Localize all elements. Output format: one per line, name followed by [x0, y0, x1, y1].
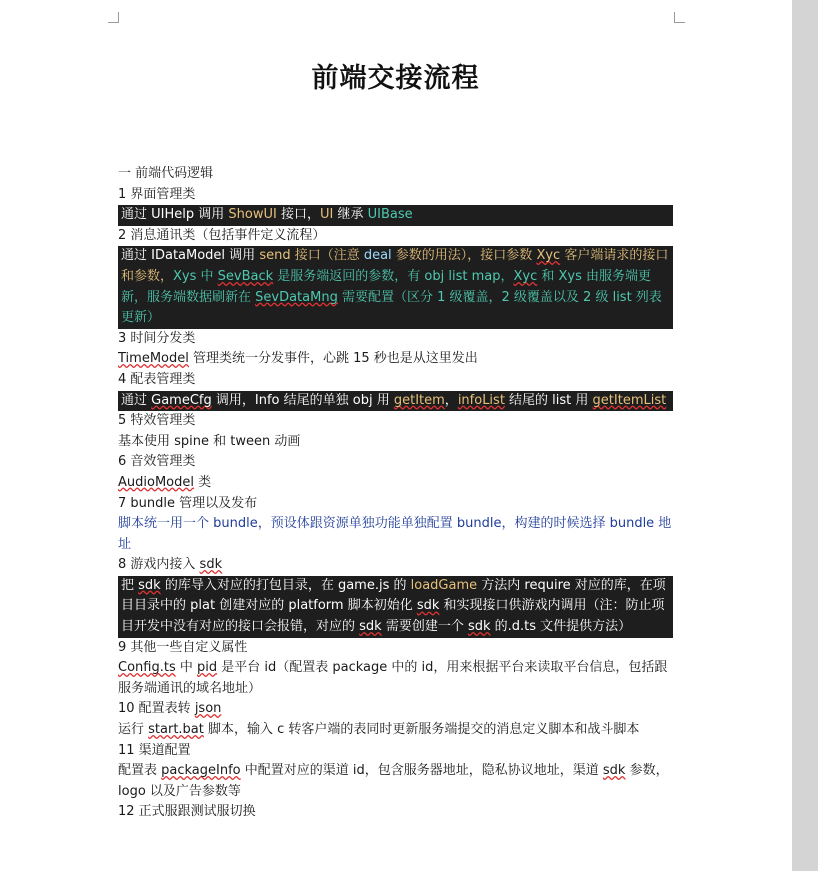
s8-title: 8 游戏内接入 sdk	[118, 557, 223, 573]
s1-code-block: 通过 UIHelp 调用 ShowUI 接口，UI 继承 UIBase	[118, 205, 673, 226]
s6-title: 6 音效管理类	[118, 454, 196, 470]
document-title: 前端交接流程	[311, 63, 480, 94]
s5-title: 5 特效管理类	[118, 413, 196, 429]
s11-title: 11 渠道配置	[118, 742, 191, 758]
s7-title: 7 bundle 管理以及发布	[118, 495, 258, 511]
section-heading: 一 前端代码逻辑	[118, 166, 214, 181]
s6-text: AudioModel 类	[118, 474, 212, 490]
s10-title: 10 配置表转 json	[118, 701, 222, 717]
window-background	[792, 0, 818, 871]
s8-code-block: 把 sdk 的库导入对应的打包目录，在 game.js 的 loadGame 方法内 require 对应的库，在项目目录中的 plat 创建对应的 platform 脚本初始化 sdk 和实现接口供游戏内调用（注：防止项目开发中没有对应的接口会报错，对应的 sdk 需要创建一个 sdk 的.d.ts 文件提供方法）	[118, 576, 673, 638]
s9-text: Config.ts 中 pid 是平台 id（配置表 package 中的 id，用来根据平台来读取平台信息，包括跟服务端通讯的域名地址）	[118, 660, 668, 696]
s2-title: 2 消息通讯类（包括事件定义流程）	[118, 227, 326, 243]
s10-text: 运行 start.bat 脚本，输入 c 转客户端的表同时更新服务端提交的消息定义脚本和战斗脚本	[118, 722, 640, 738]
crop-mark-top-right	[674, 12, 685, 23]
s7-text: 脚本统一用一个 bundle，预设体跟资源单独功能单独配置 bundle，构建的时候选择 bundle 地址	[118, 516, 672, 552]
s1-title: 1 界面管理类	[118, 186, 196, 202]
s3-title: 3 时间分发类	[118, 330, 196, 346]
crop-mark-top-left	[108, 12, 119, 23]
s12-title: 12 正式服跟测试服切换	[118, 804, 256, 820]
s11-text: 配置表 packageInfo 中配置对应的渠道 id，包含服务器地址，隐私协议地址，渠道 sdk 参数，logo 以及广告参数等	[118, 763, 669, 799]
s4-title: 4 配表管理类	[118, 371, 196, 387]
s5-text: 基本使用 spine 和 tween 动画	[118, 433, 301, 449]
document-body	[118, 164, 673, 823]
s3-text: TimeModel 管理类统一分发事件，心跳 15 秒也是从这里发出	[118, 351, 478, 367]
s4-code-block: 通过 GameCfg 调用，Info 结尾的单独 obj 用 getItem，infoList 结尾的 list 用 getItemList	[118, 391, 673, 412]
s2-code-block: 通过 IDataModel 调用 send 接口（注意 deal 参数的用法），接口参数 Xyc 客户端请求的接口和参数，Xys 中 SevBack 是服务端返回的参数，有 obj list map，Xyc 和 Xys 由服务端更新，服务端数据刷新在 SevDataMng 需要配置（区分 1 级覆盖，2 级覆盖以及 2 级 list 列表更新）	[118, 246, 673, 328]
s9-title: 9 其他一些自定义属性	[118, 639, 248, 655]
